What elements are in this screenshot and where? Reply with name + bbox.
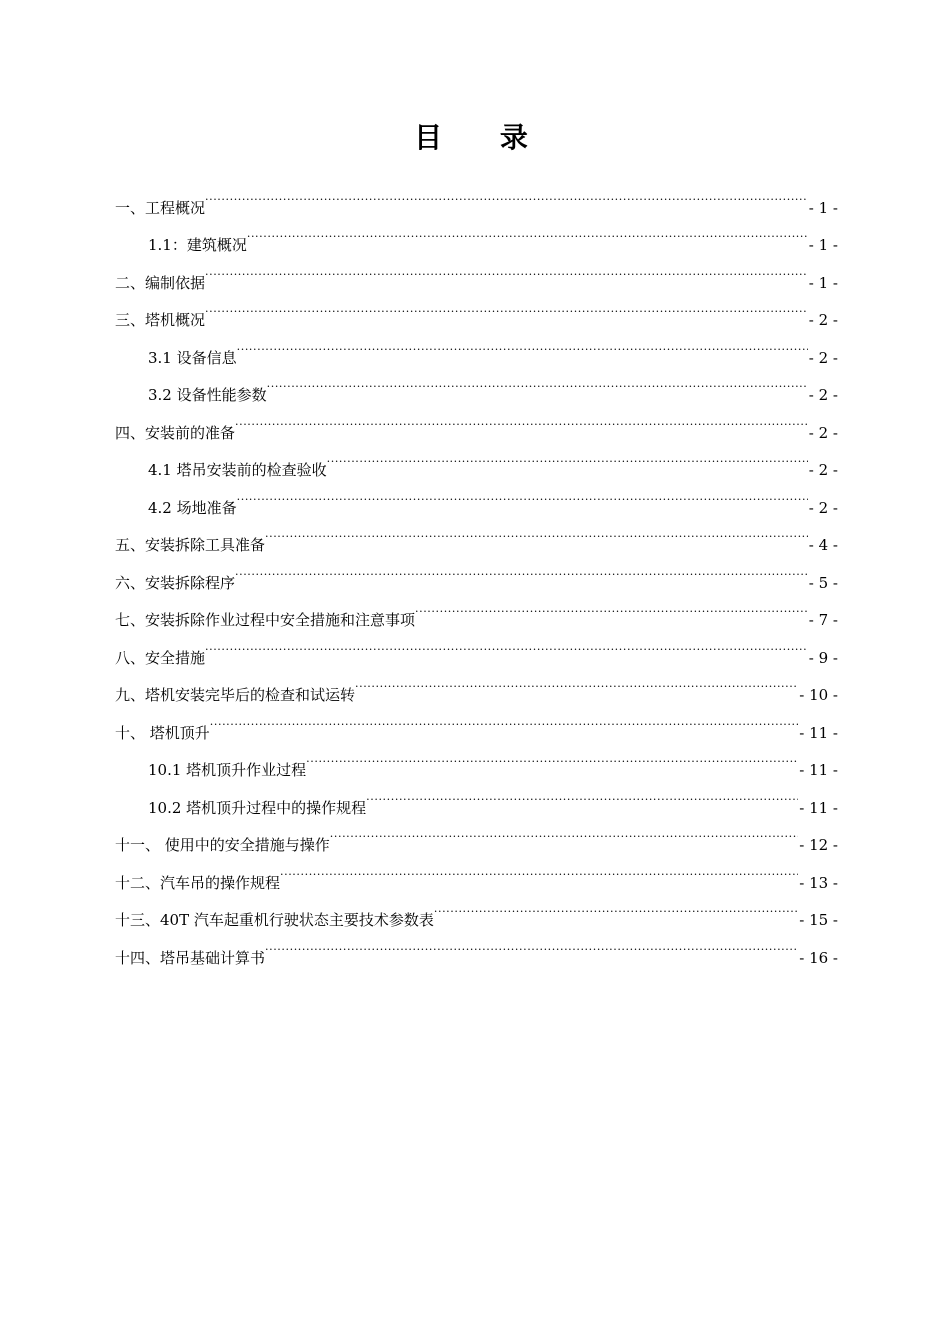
toc-entry-page-number: - 2 - [808, 461, 838, 479]
toc-entry-page-number: - 7 - [808, 611, 838, 629]
toc-dot-leader [210, 700, 798, 738]
toc-dot-leader [235, 400, 808, 438]
toc-dot-leader [247, 213, 808, 251]
toc-dot-leader [205, 288, 808, 326]
toc-dot-leader [366, 775, 798, 813]
toc-entry-label: 十四、塔吊基础计算书 [115, 948, 266, 967]
toc-entry-label: 一、工程概况 [115, 198, 206, 217]
toc-dot-leader [267, 363, 808, 401]
toc-entry-page-number: - 2 - [808, 386, 838, 404]
toc-entry-page-number: - 1 - [808, 198, 838, 217]
toc-entry-page-number: - 2 - [808, 311, 838, 329]
toc-entry-page-number: - 4 - [808, 536, 838, 554]
toc-entry-label: 3.2 设备性能参数 [148, 386, 267, 404]
toc-entry[interactable] [115, 625, 838, 667]
toc-dot-leader [205, 625, 808, 663]
toc-entry-label: 四、安装前的准备 [115, 423, 236, 442]
toc-entry[interactable] [115, 663, 838, 704]
toc-dot-leader [265, 513, 808, 551]
toc-entry-label: 十一、 使用中的安全措施与操作 [115, 836, 330, 854]
toc-dot-leader [280, 850, 798, 888]
toc-dot-leader [237, 475, 808, 513]
toc-entry-label: 10.2 塔机顶升过程中的操作规程 [148, 798, 367, 817]
toc-entry-page-number: - 12 - [799, 836, 838, 854]
toc-dot-leader [235, 550, 808, 588]
toc-entry-label: 八、安全措施 [115, 648, 206, 667]
toc-dot-leader [415, 588, 808, 626]
toc-entry-page-number: - 9 - [808, 648, 838, 667]
toc-entry-label: 10.1 塔机顶升作业过程 [148, 761, 307, 779]
table-of-contents [115, 175, 838, 967]
toc-dot-leader [434, 888, 798, 926]
toc-entry-page-number: - 11 - [799, 723, 838, 742]
toc-entry-page-number: - 2 - [808, 348, 838, 367]
toc-entry-label: 十、 塔机顶升 [115, 723, 210, 742]
toc-dot-leader [237, 325, 808, 363]
toc-entry-label: 4.2 场地准备 [148, 498, 237, 517]
toc-entry-page-number: - 11 - [799, 798, 838, 817]
toc-entry-page-number: - 16 - [799, 948, 838, 967]
toc-dot-leader [327, 438, 808, 476]
toc-entry[interactable] [115, 325, 838, 367]
toc-entry[interactable] [115, 288, 838, 329]
toc-entry-page-number: - 1 - [808, 273, 838, 292]
toc-entry-label: 三、塔机概况 [115, 311, 206, 329]
toc-entry-label: 六、安装拆除程序 [115, 573, 236, 592]
toc-entry-page-number: - 2 - [808, 498, 838, 517]
toc-entry-label: 十二、汽车吊的操作规程 [115, 873, 281, 892]
toc-entry-label: 3.1 设备信息 [148, 348, 237, 367]
toc-entry-label: 1.1：建筑概况 [148, 236, 247, 254]
page-title: 目 录 [414, 121, 552, 154]
toc-entry-page-number: - 5 - [808, 573, 838, 592]
toc-entry[interactable] [115, 250, 838, 292]
toc-dot-leader [205, 250, 808, 288]
toc-entry-page-number: - 13 - [799, 873, 838, 892]
toc-entry-label: 4.1 塔吊安装前的检查验收 [148, 461, 327, 479]
toc-dot-leader [330, 813, 798, 851]
toc-dot-leader [306, 738, 798, 776]
toc-entry[interactable] [115, 700, 838, 742]
toc-entry-page-number: - 1 - [808, 236, 838, 254]
toc-entry-label: 七、安装拆除作业过程中安全措施和注意事项 [115, 611, 416, 629]
toc-entry-page-number: - 11 - [799, 761, 838, 779]
toc-entry-page-number: - 10 - [799, 686, 838, 704]
toc-entry-label: 二、编制依据 [115, 273, 206, 292]
toc-entry-page-number: - 2 - [808, 423, 838, 442]
toc-entry[interactable] [115, 213, 838, 254]
toc-entry-page-number: - 15 - [799, 911, 838, 929]
toc-entry-label: 九、塔机安装完毕后的检查和试运转 [115, 686, 356, 704]
toc-dot-leader [205, 175, 808, 213]
toc-dot-leader [265, 925, 798, 963]
toc-entry[interactable] [115, 175, 838, 217]
toc-entry[interactable] [115, 738, 838, 779]
toc-entry-label: 五、安装拆除工具准备 [115, 536, 266, 554]
toc-entry-label: 十三、40T 汽车起重机行驶状态主要技术参数表 [115, 911, 434, 929]
toc-dot-leader [355, 663, 798, 701]
